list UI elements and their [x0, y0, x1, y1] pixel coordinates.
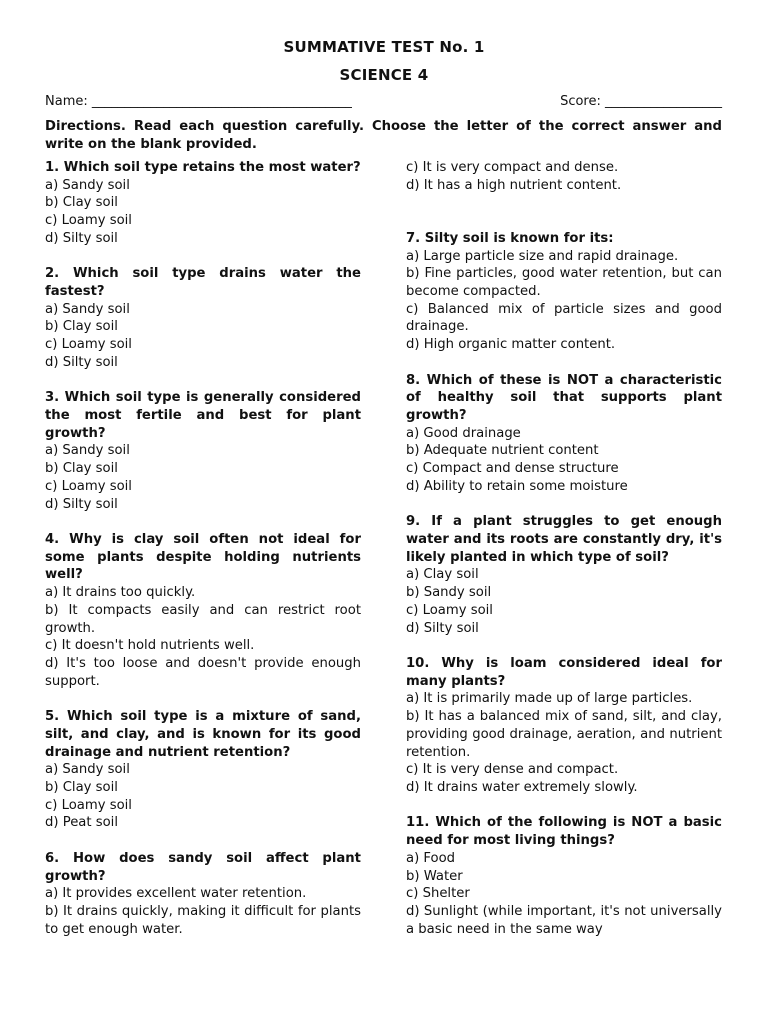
question-stem: 1. Which soil type retains the most water? — [45, 160, 361, 175]
answer-option: a) Food — [406, 850, 456, 866]
answer-option: b) It drains quickly, making it difficult for plants to get enough water. — [45, 904, 361, 937]
question-block — [406, 513, 722, 637]
answer-option: c) Loamy soil — [406, 602, 493, 618]
spacer — [406, 194, 722, 212]
answer-option: d) It has a high nutrient content. — [406, 177, 622, 193]
right-column — [406, 159, 722, 956]
answer-option: b) Sandy soil — [406, 585, 492, 601]
question-stem: 4. Why is clay soil often not ideal for some plants despite holding nutrients well? — [45, 532, 361, 583]
answer-option: b) Adequate nutrient content — [406, 443, 599, 459]
question-stem: 7. Silty soil is known for its: — [406, 230, 614, 246]
question-block — [406, 230, 722, 354]
question-stem: 2. Which soil type drains water the fastest? — [45, 266, 361, 300]
question-stem: 6. How does sandy soil affect plant growth? — [45, 850, 361, 884]
answer-option: a) Clay soil — [406, 567, 479, 583]
answer-option: b) It has a balanced mix of sand, silt, and clay, providing good drainage, aeration, and nutrient retention. — [406, 709, 722, 760]
answer-option: d) Silty soil — [45, 230, 118, 246]
answer-option: a) It drains too quickly. — [45, 585, 196, 601]
answer-option: c) Loamy soil — [45, 213, 132, 229]
question-stem: 8. Which of these is NOT a characteristic of healthy soil that supports plant growth? — [406, 372, 722, 424]
answer-option: d) Peat soil — [45, 815, 119, 831]
answer-option: b) Clay soil — [45, 195, 118, 211]
answer-option: b) It compacts easily and can restrict root growth. — [45, 602, 361, 636]
question-stem: 10. Why is loam considered ideal for many plants? — [406, 656, 722, 689]
question-block — [406, 372, 722, 496]
question-stem: 5. Which soil type is a mixture of sand, silt, and clay, and is known for its good drainage and nutrient retention? — [45, 709, 361, 760]
answer-option: d) Ability to retain some moisture — [406, 478, 628, 494]
answer-option: b) Clay soil — [45, 319, 118, 335]
answer-option: a) Sandy soil — [45, 301, 130, 317]
question-block — [406, 159, 722, 212]
answer-option: a) Sandy soil — [45, 177, 130, 193]
question-block — [45, 389, 361, 513]
answer-option: c) Shelter — [406, 886, 470, 902]
answer-option: c) Compact and dense structure — [406, 461, 619, 477]
answer-option: d) It's too loose and doesn't provide enough support. — [45, 655, 361, 689]
question-block — [406, 655, 722, 797]
answer-option: b) Water — [406, 868, 463, 884]
answer-option: d) Silty soil — [406, 620, 479, 636]
answer-option: a) Good drainage — [406, 425, 521, 441]
question-stem: 3. Which soil type is generally considered the most fertile and best for plant growth? — [45, 390, 361, 441]
directions: Directions. Read each question carefully. Choose the letter of the correct answer and write on the blank provided. — [45, 119, 722, 152]
answer-option: a) It is primarily made up of large particles. — [406, 691, 693, 707]
question-block — [45, 159, 361, 248]
answer-option: d) Silty soil — [45, 496, 118, 512]
question-block — [45, 265, 361, 371]
subject-title: SCIENCE 4 — [339, 66, 429, 84]
question-stem: 9. If a plant struggles to get enough water and its roots are constantly dry, it's likely planted in which type of soil? — [406, 514, 722, 565]
answer-option: b) Clay soil — [45, 779, 118, 795]
name-field: Name: ________________________________________ — [45, 94, 352, 109]
score-field: Score: __________________ — [560, 94, 722, 109]
answer-option: a) It provides excellent water retention. — [45, 886, 307, 902]
question-stem: 11. Which of the following is NOT a basic need for most living things? — [406, 815, 722, 849]
answer-option: a) Large particle size and rapid drainage. — [406, 248, 679, 264]
answer-option: a) Sandy soil — [45, 762, 130, 778]
question-block — [45, 708, 361, 832]
answer-option: c) Loamy soil — [45, 337, 132, 353]
left-column — [45, 159, 361, 956]
answer-option: c) Balanced mix of particle sizes and good drainage. — [406, 301, 722, 335]
test-title: SUMMATIVE TEST No. 1 — [283, 38, 485, 56]
answer-option: d) It drains water extremely slowly. — [406, 779, 638, 795]
answer-option: b) Clay soil — [45, 461, 118, 477]
answer-option: c) Loamy soil — [45, 478, 132, 494]
answer-option: b) Fine particles, good water retention, but can become compacted. — [406, 266, 722, 299]
answer-option: a) Sandy soil — [45, 443, 130, 459]
answer-option: c) It is very compact and dense. — [406, 160, 619, 175]
answer-option: d) Sunlight (while important, it's not universally a basic need in the same way — [406, 903, 722, 937]
answer-option: c) It is very dense and compact. — [406, 762, 619, 778]
answer-option: d) Silty soil — [45, 354, 118, 370]
question-block — [45, 531, 361, 690]
question-block — [406, 814, 722, 938]
question-block — [45, 850, 361, 939]
answer-option: c) It doesn't hold nutrients well. — [45, 638, 255, 654]
answer-option: c) Loamy soil — [45, 797, 132, 813]
answer-option: d) High organic matter content. — [406, 337, 616, 353]
